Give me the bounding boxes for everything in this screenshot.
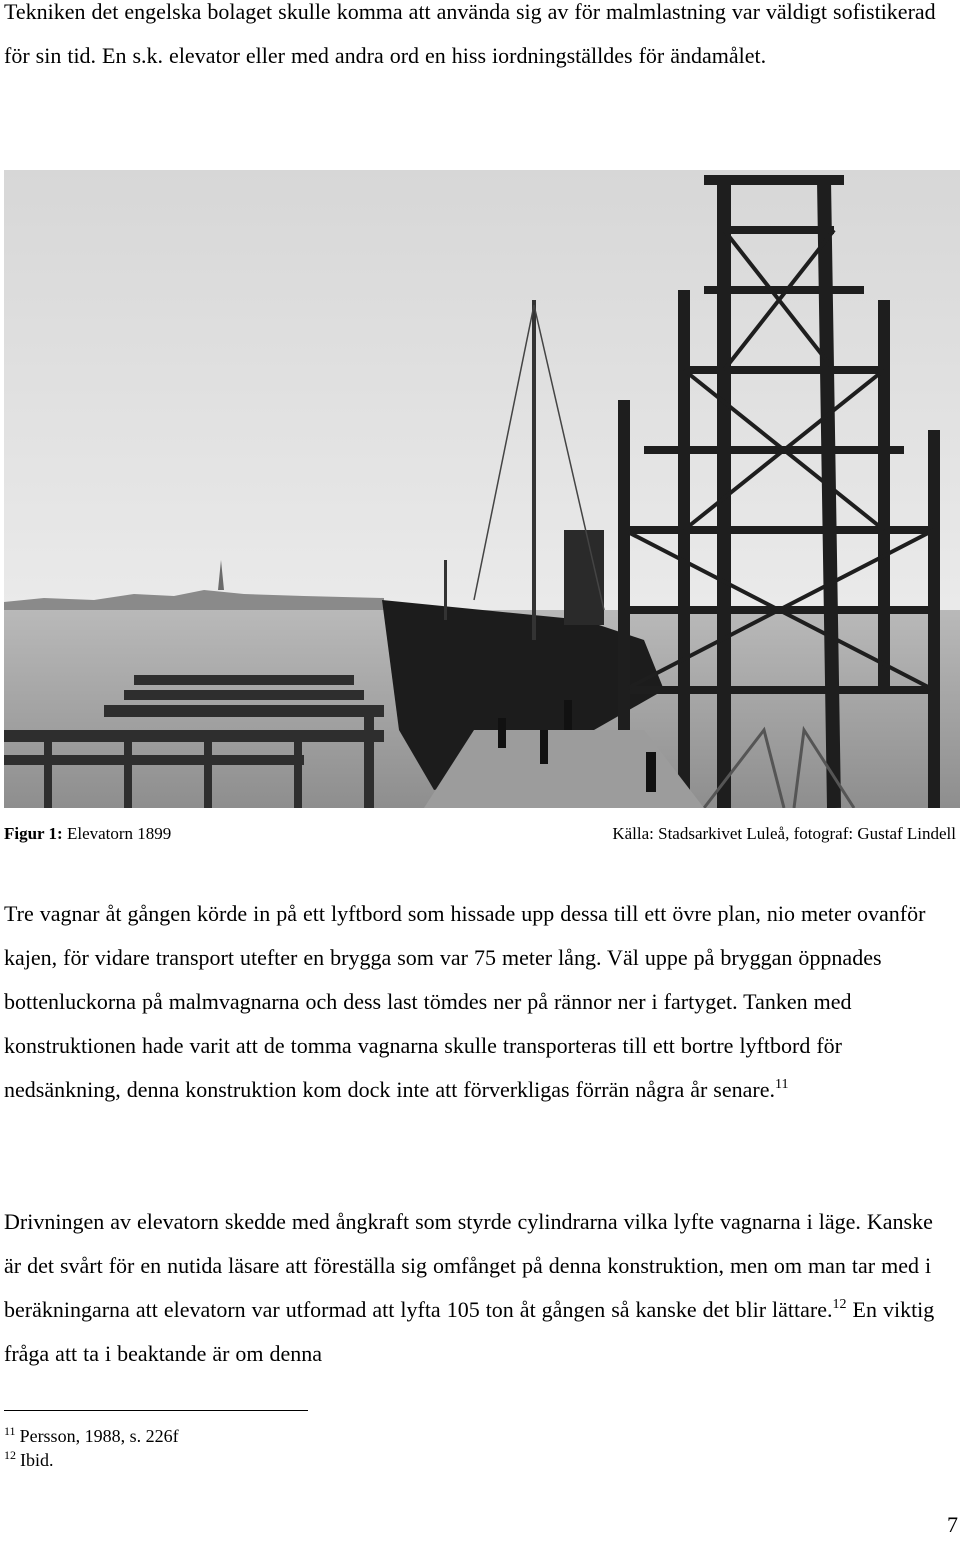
figure-title: Elevatorn 1899 (62, 824, 172, 843)
body-paragraph-2 (4, 1200, 954, 1376)
body-paragraph-1 (4, 892, 954, 1112)
figure-caption (4, 822, 171, 846)
figure-label: Figur 1: (4, 824, 63, 843)
footnote-ref-11[interactable]: 11 (774, 1077, 789, 1092)
paragraph-1-text: Tre vagnar åt gången körde in på ett lyftbord som hissade upp dessa till ett övre plan, nio meter ovanför kajen, för vidare transport utefter en brygga som var 75 meter lång. Väl uppe på bryggan öppnades bottenluckorna på malmvagnarna och dess last tömdes ner på rännor ner i fartyget. Tanken med konstruktionen hade varit att de tomma vagnarna skulle transporteras till ett bortre lyftbord för nedsänkning, denna konstruktion kom dock inte att förverkligas förrän några år senare. (4, 901, 926, 1102)
footnote-12 (4, 1449, 54, 1471)
footnote-text: Persson, 1988, s. 226f (19, 1426, 179, 1446)
figure-source: Källa: Stadsarkivet Luleå, fotograf: Gustaf Lindell (612, 824, 956, 843)
footnote-divider (4, 1410, 308, 1411)
footnote-number: 12 (4, 1448, 16, 1462)
footnote-11 (4, 1425, 179, 1447)
footnote-number: 11 (4, 1424, 16, 1438)
elevator-photo (4, 170, 960, 808)
paragraph-2-text-after: En viktig fråga att ta i beaktande är om denna (4, 1297, 935, 1366)
footnote-text: Ibid. (20, 1450, 54, 1470)
page-number: 7 (947, 1512, 958, 1537)
paragraph-2-text-before: Drivningen av elevatorn skedde med ångkraft som styrde cylindrarna vilka lyfte vagnarna i läge. Kanske är det svårt för en nutida läsare att föreställa sig omfånget på denna konstruktion, men om man tar med i beräkningarna att elevatorn var utformad att lyfta 105 ton åt gången så kanske det blir lättare. (4, 1209, 933, 1322)
intro-paragraph: Tekniken det engelska bolaget skulle komma att använda sig av för malmlastning var väldigt sofistikerad för sin tid. En s.k. elevator eller med andra ord en hiss iordningställdes för ändamålet. (4, 0, 936, 68)
footnote-ref-12[interactable]: 12 (832, 1297, 847, 1312)
